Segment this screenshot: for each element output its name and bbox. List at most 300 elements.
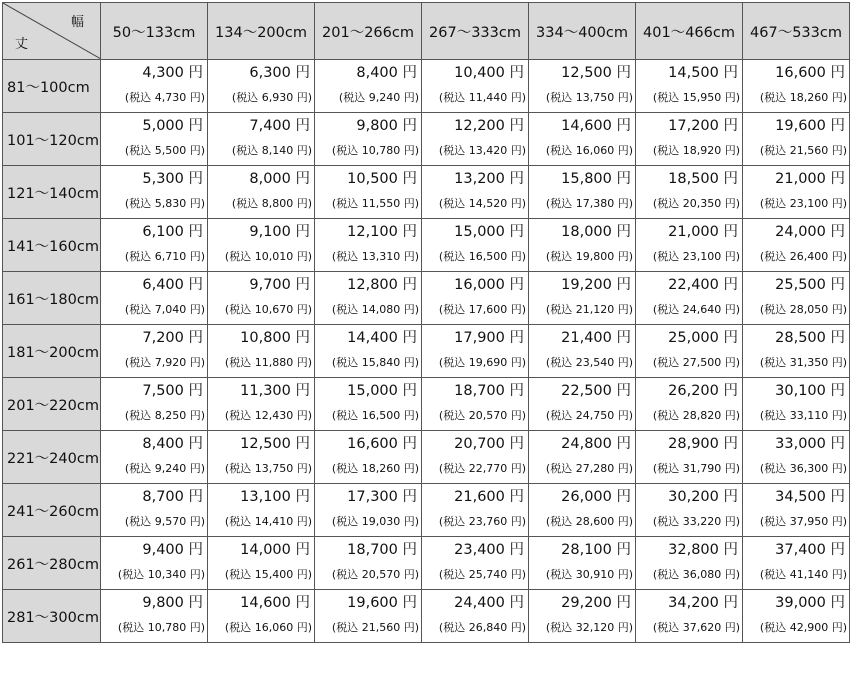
- tax-prefix: 税込: [122, 568, 145, 581]
- tax-prefix: 税込: [443, 250, 466, 263]
- price-value: 4,300: [142, 65, 184, 81]
- price-unit: 円: [188, 436, 203, 452]
- price-unit: 円: [402, 118, 417, 134]
- price-unit: 円: [402, 224, 417, 240]
- price-tax-included: (税込 9,240 円): [124, 462, 205, 475]
- tax-prefix: 税込: [657, 462, 680, 475]
- tax-prefix: 税込: [236, 144, 259, 157]
- price-tax-included: (税込 27,500 円): [652, 356, 740, 369]
- tax-unit: 円: [510, 144, 522, 157]
- tax-value: 11,440: [468, 91, 508, 104]
- price-cell: [743, 431, 850, 484]
- tax-prefix: 税込: [443, 515, 466, 528]
- tax-value: 14,520: [468, 197, 508, 210]
- tax-prefix: 税込: [443, 568, 466, 581]
- price-net: [529, 113, 635, 140]
- price-net: [743, 60, 849, 87]
- width-header: 134～200cm: [208, 3, 315, 60]
- price-tax-included: (税込 28,820 円): [652, 409, 740, 422]
- tax-prefix: 税込: [443, 144, 466, 157]
- price-cell: [636, 431, 743, 484]
- price-net: [422, 378, 528, 405]
- price-unit: 円: [616, 330, 631, 346]
- price-net: [315, 219, 421, 246]
- table-row: [3, 590, 850, 643]
- price-unit: 円: [509, 277, 524, 293]
- price-net: [315, 166, 421, 193]
- tax-value: 8,250: [154, 409, 187, 422]
- tax-prefix: 税込: [764, 515, 787, 528]
- price-value: 8,000: [249, 171, 291, 187]
- price-value: 18,500: [668, 171, 719, 187]
- price-tax-included: (税込 32,120 円): [545, 621, 633, 634]
- tax-prefix: 税込: [443, 91, 466, 104]
- tax-prefix: 税込: [550, 144, 573, 157]
- price-tax-included: (税込 19,690 円): [438, 356, 526, 369]
- price-unit: 円: [830, 489, 845, 505]
- price-unit: 円: [295, 65, 310, 81]
- price-unit: 円: [723, 436, 738, 452]
- header-row: [3, 3, 850, 60]
- tax-value: 27,500: [682, 356, 722, 369]
- price-value: 30,100: [775, 383, 826, 399]
- tax-unit: 円: [510, 303, 522, 316]
- price-net: [101, 272, 207, 299]
- price-net: [315, 484, 421, 511]
- price-value: 11,300: [240, 383, 291, 399]
- tax-unit: 円: [724, 197, 736, 210]
- price-net: [208, 272, 314, 299]
- price-value: 19,600: [775, 118, 826, 134]
- price-tax-included: (税込 10,340 円): [117, 568, 205, 581]
- tax-prefix: 税込: [550, 515, 573, 528]
- price-tax-included: (税込 30,910 円): [545, 568, 633, 581]
- tax-unit: 円: [617, 409, 629, 422]
- price-unit: 円: [295, 595, 310, 611]
- height-header: 161～180cm: [3, 272, 101, 325]
- price-value: 34,200: [668, 595, 719, 611]
- price-unit: 円: [616, 171, 631, 187]
- tax-unit: 円: [189, 144, 201, 157]
- price-unit: 円: [723, 489, 738, 505]
- tax-value: 13,310: [361, 250, 401, 263]
- tax-unit: 円: [510, 197, 522, 210]
- price-cell: [315, 431, 422, 484]
- price-net: [101, 60, 207, 87]
- tax-unit: 円: [189, 91, 201, 104]
- table-row: [3, 166, 850, 219]
- price-value: 30,200: [668, 489, 719, 505]
- price-net: [743, 272, 849, 299]
- tax-value: 32,120: [575, 621, 615, 634]
- tax-prefix: 税込: [764, 356, 787, 369]
- price-unit: 円: [723, 171, 738, 187]
- tax-prefix: 税込: [550, 250, 573, 263]
- tax-unit: 円: [403, 356, 415, 369]
- tax-prefix: 税込: [657, 303, 680, 316]
- tax-unit: 円: [831, 409, 843, 422]
- price-cell: [529, 590, 636, 643]
- tax-prefix: 税込: [229, 515, 252, 528]
- price-unit: 円: [616, 224, 631, 240]
- width-header: 50～133cm: [101, 3, 208, 60]
- tax-prefix: 税込: [229, 621, 252, 634]
- tax-value: 36,080: [682, 568, 722, 581]
- tax-prefix: 税込: [129, 356, 152, 369]
- tax-prefix: 税込: [129, 91, 152, 104]
- price-net: [743, 166, 849, 193]
- price-cell: [636, 60, 743, 113]
- price-value: 10,400: [454, 65, 505, 81]
- tax-unit: 円: [724, 409, 736, 422]
- tax-value: 16,060: [575, 144, 615, 157]
- price-unit: 円: [402, 65, 417, 81]
- tax-unit: 円: [296, 568, 308, 581]
- price-value: 9,400: [142, 542, 184, 558]
- price-tax-included: (税込 23,100 円): [759, 197, 847, 210]
- price-unit: 円: [616, 277, 631, 293]
- price-value: 13,200: [454, 171, 505, 187]
- price-tax-included: (税込 16,060 円): [545, 144, 633, 157]
- price-unit: 円: [509, 595, 524, 611]
- price-cell: [422, 378, 529, 431]
- price-value: 21,400: [561, 330, 612, 346]
- price-tax-included: (税込 20,570 円): [438, 409, 526, 422]
- tax-value: 30,910: [575, 568, 615, 581]
- tax-prefix: 税込: [550, 197, 573, 210]
- tax-unit: 円: [403, 462, 415, 475]
- price-net: [636, 272, 742, 299]
- price-unit: 円: [188, 595, 203, 611]
- price-value: 8,400: [142, 436, 184, 452]
- price-value: 18,700: [347, 542, 398, 558]
- tax-prefix: 税込: [343, 91, 366, 104]
- price-unit: 円: [616, 118, 631, 134]
- price-value: 12,100: [347, 224, 398, 240]
- price-net: [743, 113, 849, 140]
- tax-prefix: 税込: [550, 568, 573, 581]
- tax-prefix: 税込: [443, 197, 466, 210]
- price-cell: [743, 113, 850, 166]
- price-net: [208, 166, 314, 193]
- tax-unit: 円: [403, 621, 415, 634]
- price-value: 9,700: [249, 277, 291, 293]
- tax-value: 23,100: [682, 250, 722, 263]
- tax-value: 21,560: [361, 621, 401, 634]
- tax-value: 5,830: [154, 197, 187, 210]
- tax-value: 42,900: [789, 621, 829, 634]
- price-value: 12,200: [454, 118, 505, 134]
- tax-value: 24,640: [682, 303, 722, 316]
- tax-unit: 円: [403, 409, 415, 422]
- tax-value: 23,540: [575, 356, 615, 369]
- price-value: 7,500: [142, 383, 184, 399]
- tax-prefix: 税込: [336, 462, 359, 475]
- tax-value: 10,780: [361, 144, 401, 157]
- tax-prefix: 税込: [122, 621, 145, 634]
- price-net: [743, 590, 849, 617]
- tax-value: 15,400: [254, 568, 294, 581]
- price-cell: [636, 325, 743, 378]
- price-cell: [315, 378, 422, 431]
- price-tax-included: (税込 10,010 円): [224, 250, 312, 263]
- tax-prefix: 税込: [129, 250, 152, 263]
- price-cell: [422, 113, 529, 166]
- price-unit: 円: [402, 595, 417, 611]
- price-value: 28,900: [668, 436, 719, 452]
- price-net: [422, 166, 528, 193]
- table-row: [3, 537, 850, 590]
- tax-unit: 円: [617, 250, 629, 263]
- table-row: [3, 325, 850, 378]
- height-header: 81～100cm: [3, 60, 101, 113]
- price-unit: 円: [295, 436, 310, 452]
- tax-value: 15,950: [682, 91, 722, 104]
- tax-unit: 円: [403, 303, 415, 316]
- price-value: 10,800: [240, 330, 291, 346]
- price-unit: 円: [188, 118, 203, 134]
- tax-prefix: 税込: [129, 197, 152, 210]
- tax-value: 9,240: [154, 462, 187, 475]
- tax-prefix: 税込: [764, 197, 787, 210]
- tax-unit: 円: [831, 568, 843, 581]
- price-tax-included: (税込 19,800 円): [545, 250, 633, 263]
- price-tax-included: (税込 33,220 円): [652, 515, 740, 528]
- price-net: [101, 325, 207, 352]
- tax-prefix: 税込: [336, 303, 359, 316]
- price-net: [422, 484, 528, 511]
- price-tax-included: (税込 36,080 円): [652, 568, 740, 581]
- tax-unit: 円: [189, 197, 201, 210]
- tax-value: 16,500: [361, 409, 401, 422]
- price-unit: 円: [509, 224, 524, 240]
- tax-prefix: 税込: [229, 409, 252, 422]
- price-value: 16,600: [347, 436, 398, 452]
- price-cell: [208, 219, 315, 272]
- tax-unit: 円: [510, 356, 522, 369]
- tax-prefix: 税込: [129, 515, 152, 528]
- corner-cell: [3, 3, 101, 60]
- price-tax-included: (税込 26,840 円): [438, 621, 526, 634]
- price-tax-included: (税込 13,420 円): [438, 144, 526, 157]
- price-tax-included: (税込 18,920 円): [652, 144, 740, 157]
- price-unit: 円: [188, 65, 203, 81]
- price-tax-included: (税込 37,950 円): [759, 515, 847, 528]
- price-unit: 円: [402, 542, 417, 558]
- tax-value: 8,140: [261, 144, 294, 157]
- tax-unit: 円: [724, 303, 736, 316]
- price-net: [315, 325, 421, 352]
- tax-prefix: 税込: [657, 568, 680, 581]
- tax-unit: 円: [831, 144, 843, 157]
- tax-prefix: 税込: [657, 356, 680, 369]
- price-table: [2, 2, 850, 643]
- price-value: 9,100: [249, 224, 291, 240]
- height-header: 281～300cm: [3, 590, 101, 643]
- price-tax-included: (税込 19,030 円): [331, 515, 419, 528]
- tax-unit: 円: [189, 250, 201, 263]
- price-value: 15,000: [347, 383, 398, 399]
- tax-value: 23,100: [789, 197, 829, 210]
- tax-prefix: 税込: [657, 250, 680, 263]
- price-cell: [101, 60, 208, 113]
- price-value: 34,500: [775, 489, 826, 505]
- price-cell: [315, 537, 422, 590]
- price-unit: 円: [509, 171, 524, 187]
- tax-prefix: 税込: [764, 144, 787, 157]
- price-value: 6,300: [249, 65, 291, 81]
- price-net: [743, 378, 849, 405]
- price-net: [636, 113, 742, 140]
- price-unit: 円: [723, 330, 738, 346]
- tax-prefix: 税込: [764, 250, 787, 263]
- tax-unit: 円: [296, 621, 308, 634]
- price-cell: [636, 537, 743, 590]
- price-tax-included: (税込 27,280 円): [545, 462, 633, 475]
- price-value: 7,400: [249, 118, 291, 134]
- price-cell: [315, 590, 422, 643]
- price-value: 16,600: [775, 65, 826, 81]
- price-value: 21,600: [454, 489, 505, 505]
- price-unit: 円: [509, 489, 524, 505]
- price-value: 12,500: [561, 65, 612, 81]
- height-header: 201～220cm: [3, 378, 101, 431]
- price-net: [422, 431, 528, 458]
- price-cell: [743, 166, 850, 219]
- price-tax-included: (税込 18,260 円): [331, 462, 419, 475]
- price-tax-included: (税込 13,310 円): [331, 250, 419, 263]
- tax-unit: 円: [510, 621, 522, 634]
- tax-unit: 円: [510, 91, 522, 104]
- tax-value: 17,380: [575, 197, 615, 210]
- tax-unit: 円: [724, 91, 736, 104]
- price-tax-included: (税込 7,920 円): [124, 356, 205, 369]
- price-unit: 円: [402, 330, 417, 346]
- tax-value: 15,840: [361, 356, 401, 369]
- height-header: 101～120cm: [3, 113, 101, 166]
- tax-prefix: 税込: [657, 409, 680, 422]
- tax-value: 11,880: [254, 356, 294, 369]
- tax-unit: 円: [617, 303, 629, 316]
- price-net: [636, 484, 742, 511]
- price-value: 7,200: [142, 330, 184, 346]
- price-tax-included: (税込 20,350 円): [652, 197, 740, 210]
- price-unit: 円: [723, 118, 738, 134]
- price-cell: [101, 590, 208, 643]
- price-net: [636, 325, 742, 352]
- price-net: [529, 60, 635, 87]
- tax-prefix: 税込: [764, 621, 787, 634]
- price-net: [101, 590, 207, 617]
- price-net: [315, 431, 421, 458]
- price-cell: [743, 378, 850, 431]
- tax-value: 11,550: [361, 197, 401, 210]
- tax-value: 18,260: [789, 91, 829, 104]
- price-net: [529, 431, 635, 458]
- tax-unit: 円: [296, 197, 308, 210]
- price-unit: 円: [295, 489, 310, 505]
- price-value: 24,800: [561, 436, 612, 452]
- tax-value: 9,570: [154, 515, 187, 528]
- price-cell: [422, 166, 529, 219]
- tax-unit: 円: [617, 515, 629, 528]
- price-net: [101, 166, 207, 193]
- tax-prefix: 税込: [550, 356, 573, 369]
- price-unit: 円: [188, 277, 203, 293]
- tax-prefix: 税込: [550, 303, 573, 316]
- price-value: 6,100: [142, 224, 184, 240]
- price-tax-included: (税込 31,350 円): [759, 356, 847, 369]
- price-value: 28,500: [775, 330, 826, 346]
- price-value: 17,900: [454, 330, 505, 346]
- price-value: 21,000: [668, 224, 719, 240]
- tax-value: 10,340: [147, 568, 187, 581]
- width-header: 401～466cm: [636, 3, 743, 60]
- table-row: [3, 272, 850, 325]
- price-tax-included: (税込 14,410 円): [224, 515, 312, 528]
- tax-unit: 円: [189, 303, 201, 316]
- price-tax-included: (税込 20,570 円): [331, 568, 419, 581]
- price-net: [315, 60, 421, 87]
- price-cell: [636, 378, 743, 431]
- table-row: [3, 219, 850, 272]
- tax-unit: 円: [189, 462, 201, 475]
- width-header: 467～533cm: [743, 3, 850, 60]
- price-tax-included: (税込 31,790 円): [652, 462, 740, 475]
- price-cell: [101, 484, 208, 537]
- table-row: [3, 60, 850, 113]
- price-net: [743, 219, 849, 246]
- price-tax-included: (税込 15,840 円): [331, 356, 419, 369]
- price-net: [636, 219, 742, 246]
- price-tax-included: (税込 18,260 円): [759, 91, 847, 104]
- price-value: 16,000: [454, 277, 505, 293]
- price-tax-included: (税込 6,930 円): [231, 91, 312, 104]
- tax-prefix: 税込: [764, 462, 787, 475]
- price-cell: [422, 590, 529, 643]
- tax-prefix: 税込: [229, 356, 252, 369]
- tax-unit: 円: [189, 356, 201, 369]
- tax-unit: 円: [510, 250, 522, 263]
- price-value: 26,200: [668, 383, 719, 399]
- tax-value: 37,950: [789, 515, 829, 528]
- tax-value: 17,600: [468, 303, 508, 316]
- price-net: [422, 537, 528, 564]
- price-unit: 円: [295, 542, 310, 558]
- price-unit: 円: [723, 224, 738, 240]
- tax-value: 37,620: [682, 621, 722, 634]
- tax-value: 26,840: [468, 621, 508, 634]
- tax-value: 10,010: [254, 250, 294, 263]
- price-value: 22,400: [668, 277, 719, 293]
- tax-unit: 円: [831, 462, 843, 475]
- tax-unit: 円: [831, 621, 843, 634]
- tax-value: 10,670: [254, 303, 294, 316]
- tax-unit: 円: [617, 197, 629, 210]
- price-tax-included: (税込 36,300 円): [759, 462, 847, 475]
- price-value: 9,800: [142, 595, 184, 611]
- price-net: [529, 378, 635, 405]
- tax-unit: 円: [403, 568, 415, 581]
- price-cell: [529, 325, 636, 378]
- price-value: 26,000: [561, 489, 612, 505]
- price-tax-included: (税込 23,540 円): [545, 356, 633, 369]
- width-axis-label: 幅: [70, 15, 84, 30]
- tax-value: 33,110: [789, 409, 829, 422]
- tax-value: 21,560: [789, 144, 829, 157]
- price-cell: [743, 325, 850, 378]
- tax-unit: 円: [296, 462, 308, 475]
